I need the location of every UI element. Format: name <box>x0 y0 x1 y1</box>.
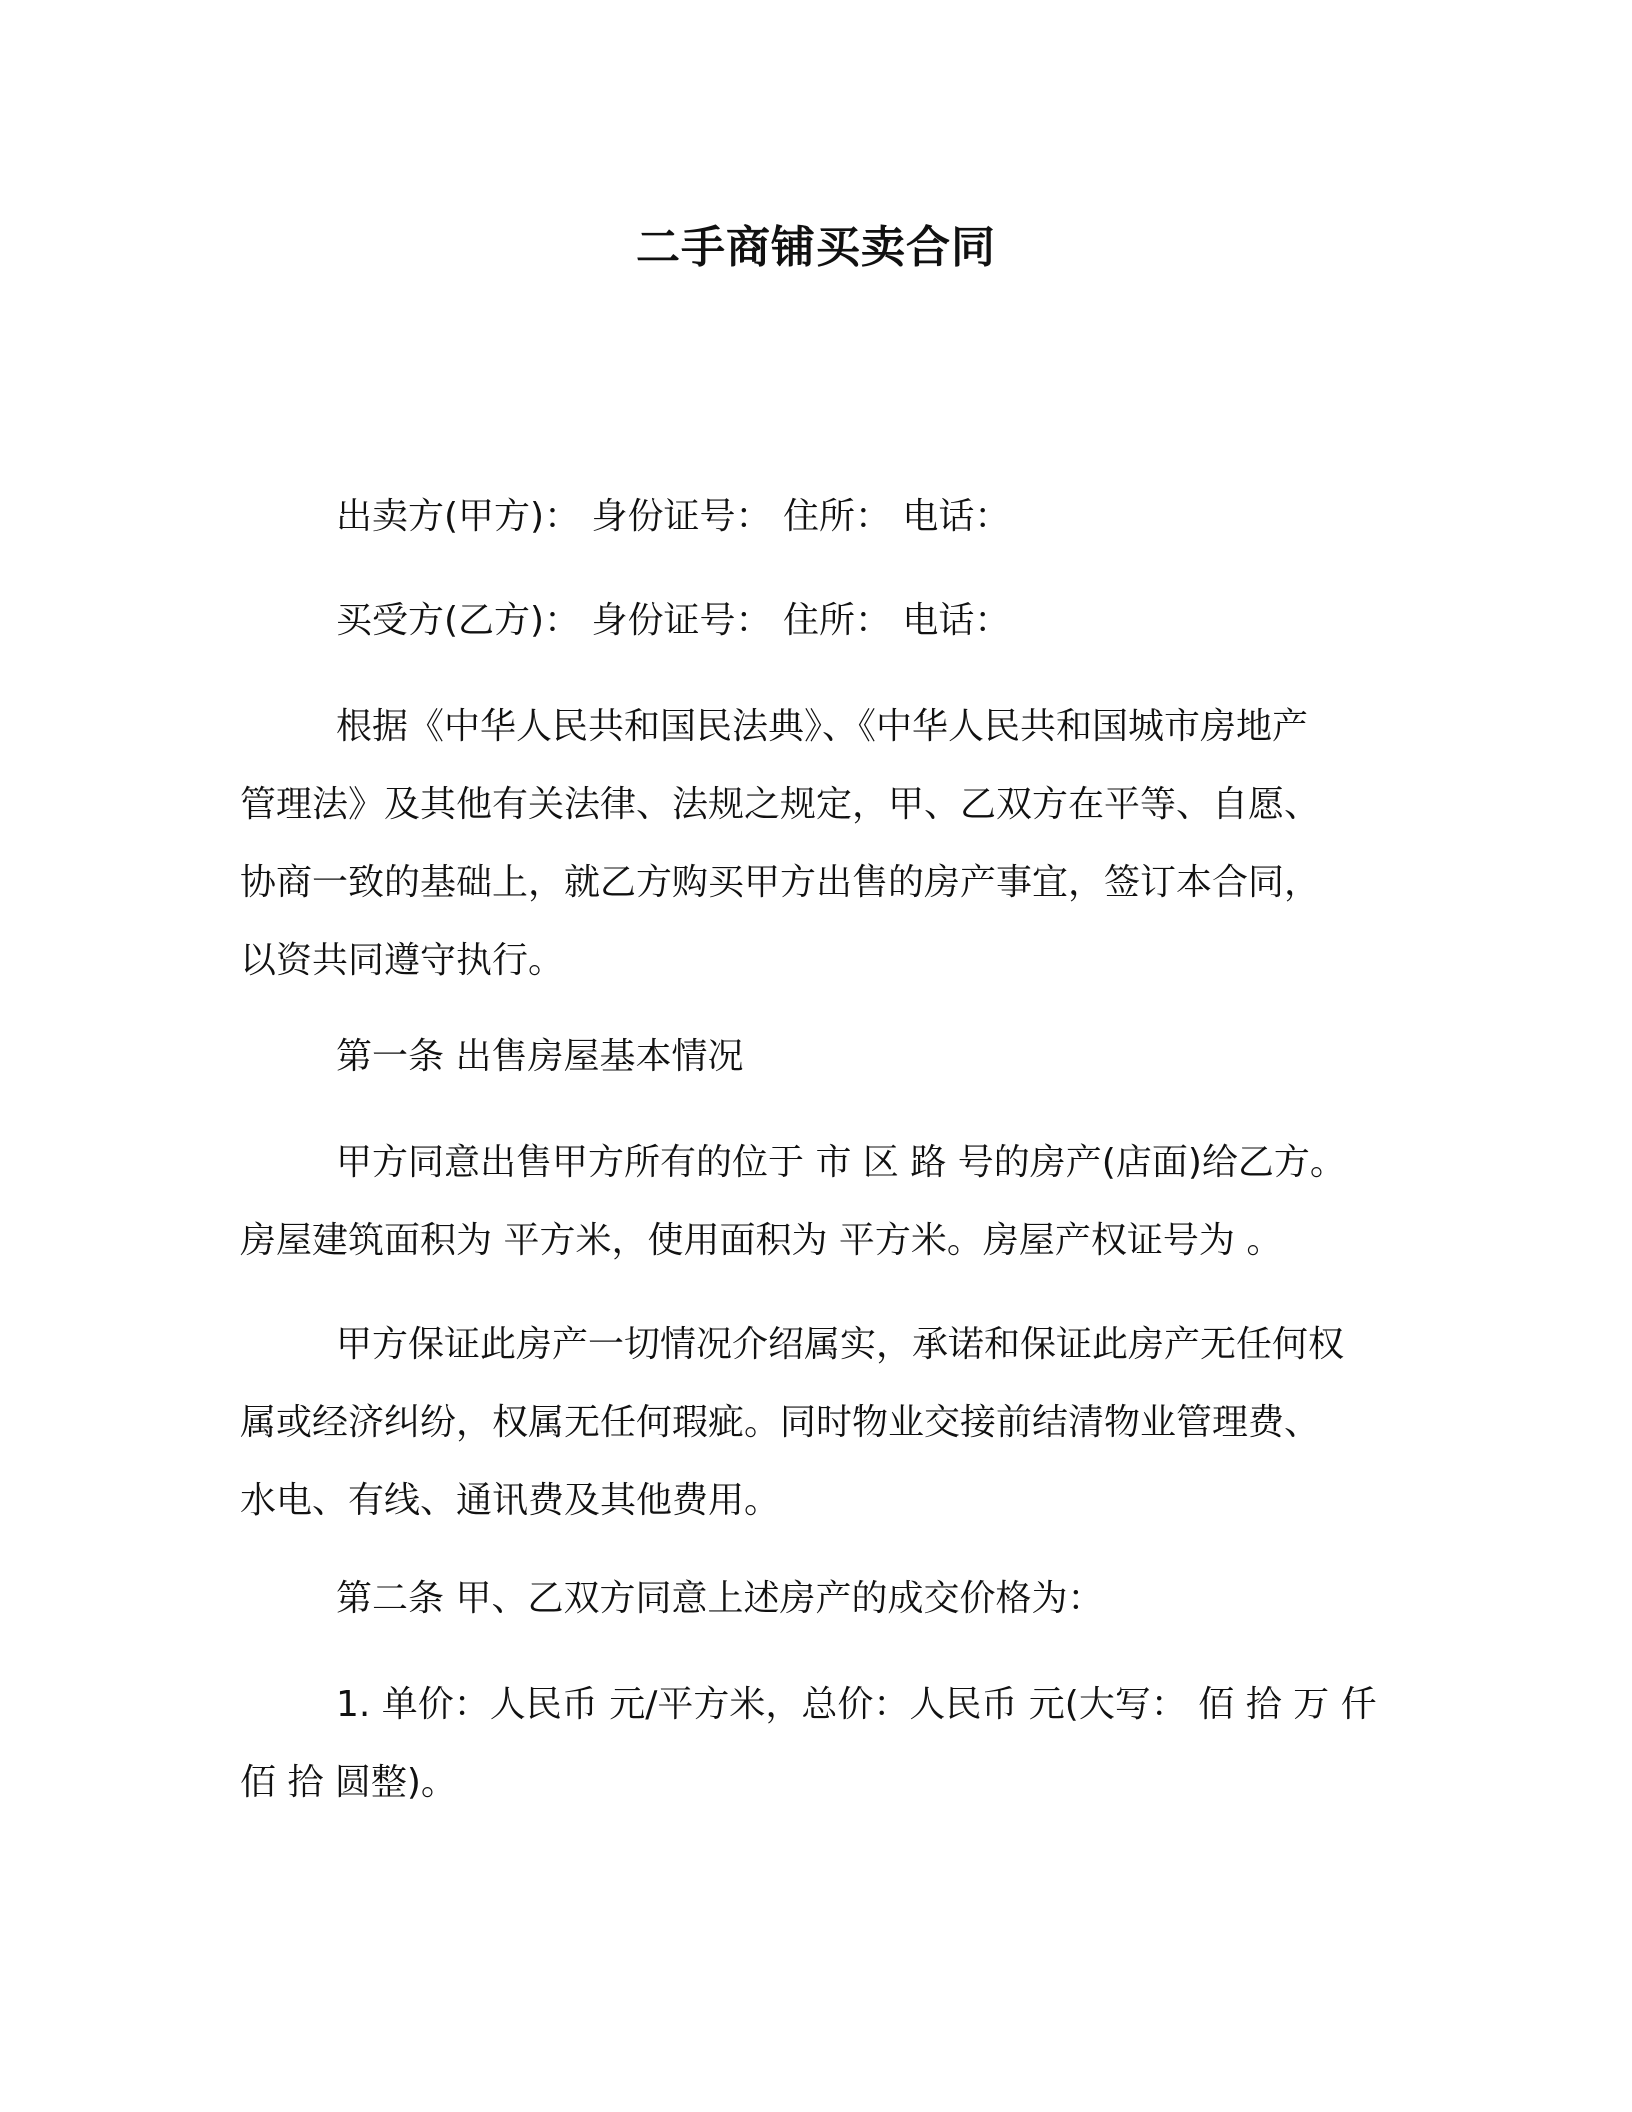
preamble-line: 以资共同遵守执行。 <box>240 940 565 981</box>
document-title: 二手商铺买卖合同 <box>636 222 996 273</box>
seller-info-line: 出卖方(甲方)： 身份证号： 住所： 电话： <box>336 496 1011 537</box>
preamble-paragraph <box>240 688 1390 1000</box>
article-1-p1-line: 房屋建筑面积为 平方米，使用面积为 平方米。房屋产权证号为 。 <box>240 1220 1283 1261</box>
preamble-line: 根据《中华人民共和国民法典》、《中华人民共和国城市房地产 <box>336 706 1309 747</box>
article-1-paragraph-1 <box>240 1124 1390 1280</box>
preamble-line: 协商一致的基础上，就乙方购买甲方出售的房产事宜，签订本合同， <box>240 862 1321 903</box>
article-1-p2-line: 水电、有线、通讯费及其他费用。 <box>240 1480 781 1521</box>
article-1-p2-line: 属或经济纠纷，权属无任何瑕疵。同时物业交接前结清物业管理费、 <box>240 1402 1321 1443</box>
preamble-line: 管理法》及其他有关法律、法规之规定，甲、乙双方在平等、自愿、 <box>240 784 1321 825</box>
article-1-p1-line: 甲方同意出售甲方所有的位于 市 区 路 号的房产(店面)给乙方。 <box>336 1142 1346 1183</box>
article-1-paragraph-2 <box>240 1306 1390 1540</box>
article-2-item-1-line: 1. 单价：人民币 元/平方米，总价：人民币 元(大写： 佰 拾 万 仟 <box>336 1684 1377 1725</box>
buyer-info-line: 买受方(乙方)： 身份证号： 住所： 电话： <box>336 600 1011 641</box>
article-2-item-1 <box>240 1666 1390 1822</box>
article-1-p2-line: 甲方保证此房产一切情况介绍属实，承诺和保证此房产无任何权 <box>336 1324 1345 1365</box>
article-1-heading: 第一条 出售房屋基本情况 <box>336 1036 744 1077</box>
article-2-item-1-line: 佰 拾 圆整)。 <box>240 1762 457 1803</box>
article-2-heading: 第二条 甲、乙双方同意上述房产的成交价格为： <box>336 1578 1104 1619</box>
